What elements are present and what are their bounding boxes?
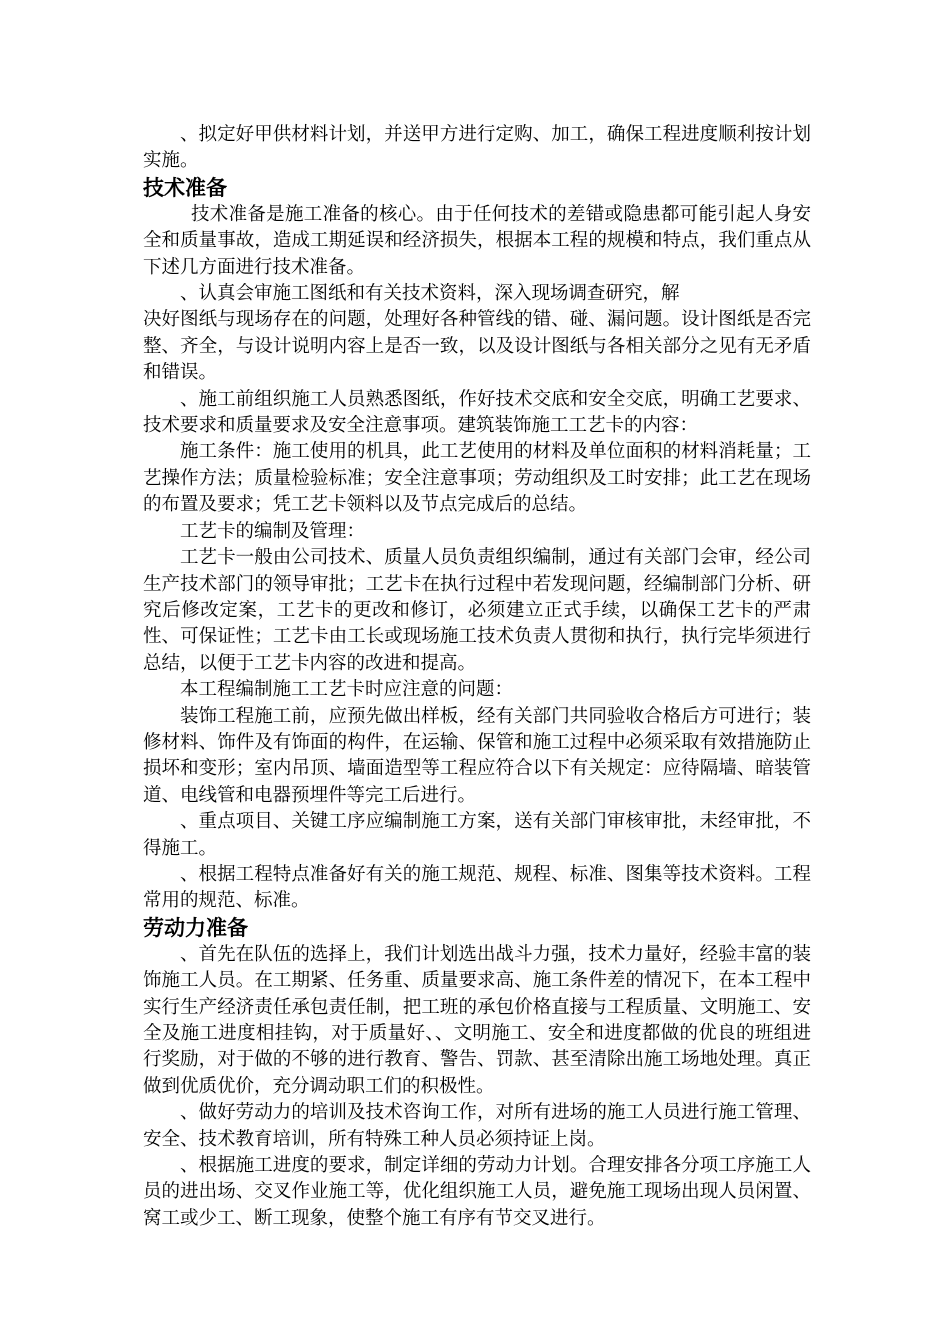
paragraph-process-card-management: 工艺卡一般由公司技术、质量人员负责组织编制，通过有关部门会审，经公司生产技术部门的领导审批；工艺卡在执行过程中若发现问题，经编制部门分析、研究后修改定案，工艺卡的更改和修订，必须建立正式手续，以确保工艺卡的严肃性、可保证性；工艺卡由工长或现场施工技术负责人贯彻和执行，执行完毕须进行总结，以便于工艺卡内容的改进和提高。 [143, 547, 811, 674]
paragraph-sample-board: 装饰工程施工前，应预先做出样板，经有关部门共同验收合格后方可进行；装修材料、饰件及有饰面的构件，在运输、保管和施工过程中必须采取有效措施防止损坏和变形；室内吊顶、墙面造型等工程应符合以下有关规定：应待隔墙、暗装管道、电线管和电器预埋件等完工后进行。 [143, 705, 811, 806]
paragraph-drawing-review-line1: 、认真会审施工图纸和有关技术资料，深入现场调查研究，解 [180, 283, 680, 305]
document-page [143, 122, 811, 1232]
paragraph-drawing-review-cont: 决好图纸与现场存在的问题，处理好各种管线的错、碰、漏问题。设计图纸是否完整、齐全，与设计说明内容上是否一致，以及设计图纸与各相关部分之见有无矛盾和错误。 [143, 309, 811, 384]
paragraph-team-selection: 、首先在队伍的选择上，我们计划选出战斗力强，技术力量好，经验丰富的装饰施工人员。在工期紧、任务重、质量要求高、施工条件差的情况下，在本工程中实行生产经济责任承包责任制，把工班的承包价格直接与工程质量、文明施工、安全及施工进度相挂钩，对于质量好、、文明施工、安全和进度都做的优良的班组进行奖励，对于做的不够的进行教育、警告、罚款、甚至清除出施工场地处理。真正做到优质优价，充分调动职工们的积极性。 [143, 943, 811, 1097]
paragraph-labor-plan: 、根据施工进度的要求，制定详细的劳动力计划。合理安排各分项工序施工人员的进出场、交叉作业施工等，优化组织施工人员，避免施工现场出现人员闲置、窝工或少工、断工现象，使整个施工有序有节交叉进行。 [143, 1155, 811, 1229]
paragraph-standards: 、根据工程特点准备好有关的施工规范、规程、标准、图集等技术资料。工程常用的规范、标准。 [143, 863, 811, 912]
paragraph-training: 、做好劳动力的培训及技术咨询工作，对所有进场的施工人员进行施工管理、安全、技术教育培训，所有特殊工种人员必须持证上岗。 [143, 1102, 811, 1150]
paragraph-technical-intro: 技术准备是施工准备的核心。由于任何技术的差错或隐患都可能引起人身安全和质量事故，造成工期延误和经济损失，根据本工程的规模和特点，我们重点从下述几方面进行技术准备。 [143, 203, 811, 278]
paragraph-construction-conditions: 施工条件：施工使用的机具，此工艺使用的材料及单位面积的材料消耗量；工艺操作方法；质量检验标准；安全注意事项；劳动组织及工时安排；此工艺在现场的布置及要求；凭工艺卡领料以及节点完成后的总结。 [143, 441, 811, 516]
paragraph-supply-plan: 、拟定好甲供材料计划，并送甲方进行定购、加工，确保工程进度顺利按计划实施。 [143, 124, 811, 172]
paragraph-briefing: 、施工前组织施工人员熟悉图纸，作好技术交底和安全交底，明确工艺要求、技术要求和质量要求及安全注意事项。建筑装饰施工工艺卡的内容： [143, 388, 811, 437]
paragraph-key-projects: 、重点项目、关键工序应编制施工方案，送有关部门审核审批，未经审批，不得施工。 [143, 811, 811, 859]
section-heading-technical: 技术准备 [143, 175, 227, 200]
section-heading-labor: 劳动力准备 [143, 915, 248, 940]
paragraph-process-card-title: 工艺卡的编制及管理： [180, 520, 366, 542]
paragraph-notes-title: 本工程编制施工工艺卡时应注意的问题： [180, 679, 514, 701]
